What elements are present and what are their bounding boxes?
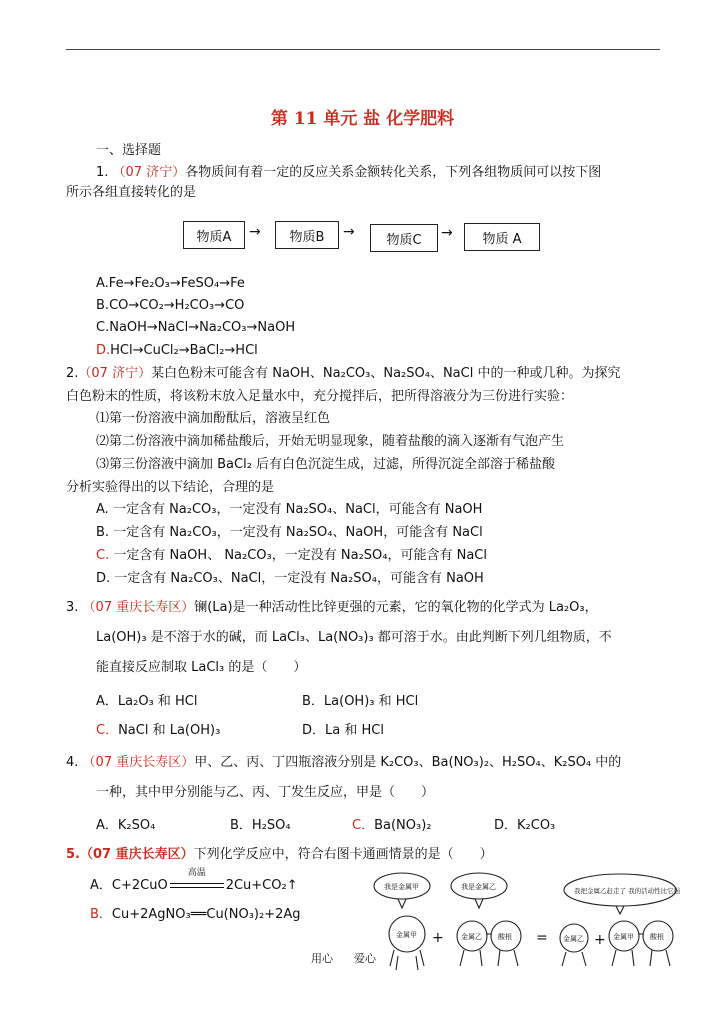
q2-step-3: ⑶第三份溶液中滴加 BaCl₂ 后有白色沉淀生成，过滤，所得沉淀全部溶于稀盐酸 <box>96 457 556 472</box>
flow-arrow-icon: → <box>441 225 453 241</box>
q3-stem-line2: La(OH)₃ 是不溶于水的碱，而 LaCl₃、La(NO₃)₃ 都可溶于水。由此判断下列几组物质，不 <box>96 630 612 645</box>
figure4-label-a: 金属甲 <box>613 933 634 941</box>
q1-option-b[interactable]: B.CO→CO₂→H₂CO₃→CO <box>96 298 245 313</box>
bubble1-text: 我是金属甲 <box>384 883 419 891</box>
bubble3-text: 我把金属乙赶走了 我的活动性比它强 <box>574 887 681 895</box>
q2-conclusion: 分析实验得出的以下结论，合理的是 <box>66 480 275 495</box>
figure3-label: 金属乙 <box>563 935 584 943</box>
q3-option-b[interactable]: B．La(OH)₃ 和 HCl <box>302 694 419 709</box>
q2-step-2: ⑵第二份溶液中滴加稀盐酸后，开始无明显现象，随着盐酸的滴入逐渐有气泡产生 <box>96 434 565 449</box>
section-heading: 一、选择题 <box>96 143 162 158</box>
plus-sign: + <box>594 932 606 948</box>
figure1-label: 金属甲 <box>396 931 417 939</box>
q3-option-a[interactable]: A．La₂O₃ 和 HCl <box>96 694 198 709</box>
flow-arrow-icon: → <box>249 224 261 240</box>
q3-stem-line1: 3. （07 重庆长寿区）镧(La)是一种活动性比锌更强的元素，它的氧化物的化学式为 La₂O₃， <box>66 600 598 615</box>
q5-stem: 5.（07 重庆长寿区）下列化学反应中，符合右图卡通画情景的是（ ） <box>66 847 493 862</box>
q2-option-a[interactable]: A. 一定含有 Na₂CO₃，一定没有 Na₂SO₄、NaCl，可能含有 NaOH <box>96 502 483 517</box>
q3-stem-line3: 能直接反应制取 LaCl₃ 的是（ ） <box>96 660 307 675</box>
flow-box-c: 物质C <box>370 224 438 252</box>
q1-option-a[interactable]: A.Fe→Fe₂O₃→FeSO₄→Fe <box>96 276 245 291</box>
q5-option-b[interactable]: B．Cu+2AgNO₃══Cu(NO₃)₂+2Ag <box>90 907 301 922</box>
q2-option-d[interactable]: D. 一定含有 Na₂CO₃、NaCl，一定没有 Na₂SO₄，可能含有 NaOH <box>96 571 484 586</box>
q4-option-a[interactable]: A．K₂SO₄ <box>96 818 156 833</box>
q4-option-b[interactable]: B．H₂SO₄ <box>230 818 291 833</box>
figure2-label-a: 金属乙 <box>461 933 482 941</box>
flow-box-a2: 物质 A <box>464 223 540 251</box>
q2-step-1: ⑴第一份溶液中滴加酚酞后，溶液呈红色 <box>96 411 331 426</box>
page-footer: 用心 爱心 <box>311 952 376 965</box>
metal-displacement-cartoon <box>372 866 684 974</box>
q2-option-c[interactable]: C. 一定含有 NaOH、 Na₂CO₃，一定没有 Na₂SO₄，可能含有 NaCl <box>96 548 487 563</box>
q5-option-a[interactable]: A．C+2CuO 高温 2Cu+CO₂↑ <box>90 868 298 893</box>
figure2-label-b: 酸根 <box>498 933 512 941</box>
equals-sign: = <box>536 930 548 946</box>
q1-stem-line1: 1. （07 济宁）各物质间有着一定的反应关系金额转化关系，下列各组物质间可以按下图 <box>96 165 602 180</box>
q1-stem-line2: 所示各组直接转化的是 <box>66 185 197 200</box>
q1-option-c[interactable]: C.NaOH→NaCl→Na₂CO₃→NaOH <box>96 320 296 335</box>
plus-sign: + <box>432 930 444 946</box>
flow-box-b: 物质B <box>275 221 339 249</box>
flow-arrow-icon: → <box>343 224 355 240</box>
q1-option-d[interactable]: D.HCl→CuCl₂→BaCl₂→HCl <box>96 343 258 358</box>
bubble2-text: 我是金属乙 <box>461 883 496 891</box>
page-title: 第 11 单元 盐 化学肥料 <box>270 109 455 129</box>
q4-option-c[interactable]: C．Ba(NO₃)₂ <box>352 818 432 833</box>
q4-stem-line2: 一种，其中甲分别能与乙、丙、丁发生反应，甲是（ ） <box>96 785 435 800</box>
q4-stem-line1: 4. （07 重庆长寿区）甲、乙、丙、丁四瓶溶液分别是 K₂CO₃、Ba(NO₃)₂、H₂SO₄、K₂SO₄ 中的 <box>66 755 622 770</box>
header-rule <box>66 49 660 50</box>
q2-stem-line2: 白色粉末的性质，将该粉末放入足量水中，充分搅拌后，把所得溶液分为三份进行实验： <box>66 389 574 404</box>
q4-option-d[interactable]: D．K₂CO₃ <box>494 818 556 833</box>
q3-option-d[interactable]: D．La 和 HCl <box>302 723 384 738</box>
reaction-condition: 高温 <box>187 868 206 878</box>
figure4-label-b: 酸根 <box>650 933 664 941</box>
q3-option-c[interactable]: C．NaCl 和 La(OH)₃ <box>96 723 221 738</box>
q2-option-b[interactable]: B. 一定含有 Na₂CO₃，一定没有 Na₂SO₄、NaOH，可能含有 NaCl <box>96 525 483 540</box>
q2-stem-line1: 2.（07 济宁）某白色粉末可能含有 NaOH、Na₂CO₃、Na₂SO₄、NaCl 中的一种或几种。为探究 <box>66 366 621 381</box>
flow-box-a: 物质A <box>183 221 245 249</box>
